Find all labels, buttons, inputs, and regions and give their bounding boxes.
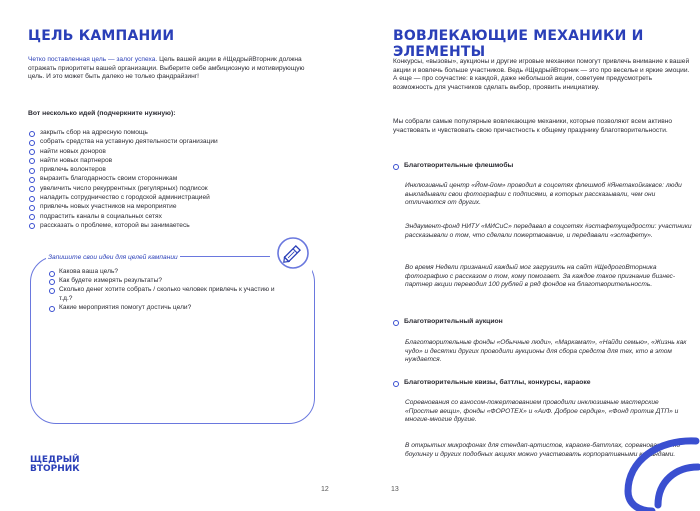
logo xyxy=(30,456,80,474)
list-item: Какова ваша цель? xyxy=(48,268,278,277)
example-paragraph: Благотворительные фонды «Обычные люди», «Маркамат», «Найди семью», «Жизнь как чудо» и десятки других проводили аукционы для сбора средств для тех, кто в этом нуждается. xyxy=(405,339,687,364)
section-heading: Благотворительные флешмобы xyxy=(393,162,513,169)
questions-list xyxy=(48,268,278,313)
example-paragraph: Во время Недели признаний каждый мог загрузить на сайт #ЩедрогоВторника фотографию с рассказом о том, кому помогает. За каждое такое признание бизнес-партнер акции переводил 100 рублей в ряд фондов на благотворительность. xyxy=(405,264,676,289)
list-item: привлечь новых участников на мероприятие xyxy=(28,202,318,211)
list-item: собрать средства на уставную деятельности организации xyxy=(28,137,318,146)
list-item: закрыть сбор на адресную помощь xyxy=(28,128,318,137)
list-item: увеличить число рекуррентных (регулярных) подписок xyxy=(28,184,318,193)
decorative-swirl-icon xyxy=(618,435,700,511)
example-paragraph: Инклюзивный центр «Йом-йом» проводил в соцсетях флешмоб #Янетакойкаквсе: люди выкладывали свои фотографии с подписями, в которых рассказывали, чем они отличаются от других. xyxy=(405,182,682,207)
intro-accent: Четко поставленная цель — залог успеха. xyxy=(28,56,158,63)
intro-paragraph xyxy=(28,56,308,82)
section-heading: Благотворительные квизы, баттлы, конкурсы, караоке xyxy=(393,379,591,386)
ideas-list xyxy=(28,128,318,230)
section-heading: Благотворительный аукцион xyxy=(393,318,503,325)
example-paragraph: В открытых микрофонах для стендап-артистов, караоке-баттлах, соревнованиях по боулингу и других подобных акциях можно участвовать корпоративными командами. xyxy=(405,442,681,458)
list-item: рассказать о проблеме, которой вы занимаетесь xyxy=(28,221,318,230)
logo-line-1: ЩЕДРЫЙ xyxy=(30,455,80,465)
ideas-heading: Вот несколько идей (подчеркните нужную): xyxy=(28,110,176,117)
pencil-icon xyxy=(276,236,310,270)
list-item: Сколько денег хотите собрать / сколько человек привлечь к участию и т.д.? xyxy=(48,286,278,304)
list-item: наладить сотрудничество с городской администрацией xyxy=(28,193,318,202)
notes-box-title: Запишите свои идеи для целей кампании xyxy=(48,254,178,261)
page-number: 12 xyxy=(321,486,329,493)
list-item: выразить благодарность своим сторонникам xyxy=(28,174,318,183)
intro-rest: Цель вашей акции в #ЩедрыйВторник должна отражать приоритеты вашей организации. Выберите себе амбициозную и мотивирующую цель. И это может быть далеко не только фандрайзинг! xyxy=(28,56,305,81)
list-item: подрастить каналы в социальных сетях xyxy=(28,212,318,221)
list-item: найти новых доноров xyxy=(28,147,318,156)
list-item: найти новых партнеров xyxy=(28,156,318,165)
example-paragraph: Эндаумент-фонд НИТУ «МИСиС» передавал в соцсетях #эстафетущедрости: участники рассказывали о том, что сделали пожертвование, и передавали «эстафету». xyxy=(405,223,692,239)
example-paragraph: Соревнования со взносом-пожертвованием проводили инклюзивные мастерские «Простые вещи», фонды «ФОРОТЕХ» и «АиФ. Доброе сердце», «Фонд против ДТП» и многие-многие другие. xyxy=(405,399,679,424)
page-number: 13 xyxy=(391,486,399,493)
list-item: привлечь волонтеров xyxy=(28,165,318,174)
page-title: ВОВЛЕКАЮЩИЕ МЕХАНИКИ И ЭЛЕМЕНТЫ xyxy=(393,28,644,60)
list-item: Какие мероприятия помогут достичь цели? xyxy=(48,304,278,313)
paragraph: Мы собрали самые популярные вовлекающие механики, которые позволяют всем активно участвовать и чувствовать свою причастность к общему празднику благотворительности. xyxy=(393,118,673,134)
page-title: ЦЕЛЬ КАМПАНИИ xyxy=(28,28,175,44)
paragraph: Конкурсы, «вызовы», аукционы и другие игровые механики помогут привлечь внимание к вашей акции и вовлечь больше участников. Ведь #ЩедрыйВторник — это про веселье и яркие эмоции. А еще — про соучастие: в каждой, даже небольшой акции, советуем предусмотреть возможность для участников сделать выбор, проявить инициативу. xyxy=(393,58,690,91)
list-item: Как будете измерять результаты? xyxy=(48,277,278,286)
logo-line-2: ВТОРНИК xyxy=(30,464,80,474)
